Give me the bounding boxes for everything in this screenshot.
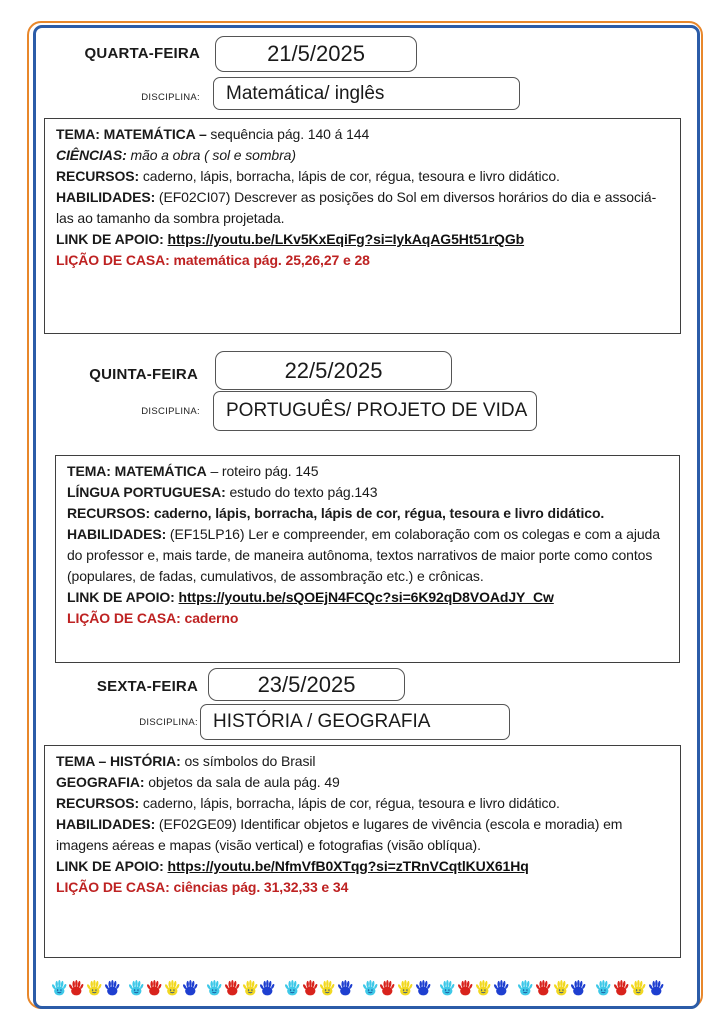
support-link[interactable]: https://youtu.be/NfmVfB0XTqg?si=zTRnVCqtlKUX61Hq xyxy=(167,858,529,874)
hand-icon xyxy=(224,973,241,1003)
ciencias-line: CIÊNCIAS: mão a obra ( sol e sombra) xyxy=(56,147,296,163)
hands-row xyxy=(50,969,672,1003)
hand-icon xyxy=(475,973,492,1003)
tema-line: TEMA: MATEMÁTICA – sequência pág. 140 á 144 xyxy=(56,126,370,142)
hand-icon xyxy=(570,973,587,1003)
licao-de-casa-line: LIÇÃO DE CASA: ciências pág. 31,32,33 e 34 xyxy=(56,879,349,895)
hand-icon xyxy=(68,973,85,1003)
hand-icon xyxy=(86,973,103,1003)
disciplina-value: Matemática/ inglês xyxy=(226,82,385,104)
habilidades-line: HABILIDADES: (EF02CI07) Descrever as posições do Sol em diversos horários do dia e associá-las ao tamanho da sombra projetada. xyxy=(56,189,657,226)
hand-icon xyxy=(439,973,456,1003)
disciplina-value: PORTUGUÊS/ PROJETO DE VIDA xyxy=(226,400,528,421)
disciplina-box-quarta[interactable] xyxy=(213,77,520,110)
recursos-line: RECURSOS: caderno, lápis, borracha, lápis de cor, régua, tesoura e livro didático. xyxy=(56,168,560,184)
hand-icon xyxy=(648,973,665,1003)
hand-icon xyxy=(613,973,630,1003)
day-label-quarta: QUARTA-FEIRA xyxy=(84,45,200,62)
hand-icon xyxy=(206,973,223,1003)
hand-icon xyxy=(128,973,145,1003)
hand-icon xyxy=(397,973,414,1003)
date-box-sexta[interactable] xyxy=(208,668,405,701)
hand-icon xyxy=(517,973,534,1003)
licao-de-casa-line: LIÇÃO DE CASA: matemática pág. 25,26,27 e 28 xyxy=(56,252,370,268)
habilidades-line: HABILIDADES: (EF15LP16) Ler e compreender, em colaboração com os colegas e com a ajuda do professor e, mais tarde, de maneira autônoma, textos narrativos de maior porte como contos (populares, de fadas, cumulativos, de assombração etc.) e crônicas. xyxy=(67,526,660,584)
hand-icon xyxy=(284,973,301,1003)
hand-icon xyxy=(302,973,319,1003)
date-value: 21/5/2025 xyxy=(267,41,365,66)
hand-icon xyxy=(51,973,68,1003)
tema-line: TEMA: MATEMÁTICA – roteiro pág. 145 xyxy=(67,463,319,479)
hand-icon xyxy=(259,973,276,1003)
hand-icon xyxy=(104,973,121,1003)
hand-icon xyxy=(319,973,336,1003)
lingua-portuguesa-line: LÍNGUA PORTUGUESA: estudo do texto pág.143 xyxy=(67,484,378,500)
habilidades-line: HABILIDADES: (EF02GE09) Identificar objetos e lugares de vivência (escola e moradia) em imagens aéreas e mapas (visão vertical) e fotografias (visão oblíqua). xyxy=(56,816,623,853)
hand-icon xyxy=(182,973,199,1003)
hand-icon xyxy=(535,973,552,1003)
support-link[interactable]: https://youtu.be/sQOEjN4FCQc?si=6K92qD8VOAdJY_Cw xyxy=(178,589,554,605)
hand-icon xyxy=(337,973,354,1003)
hand-icon xyxy=(553,973,570,1003)
link-apoio-line: LINK DE APOIO: https://youtu.be/sQOEjN4FCQc?si=6K92qD8VOAdJY_Cw xyxy=(67,589,554,605)
recursos-line: RECURSOS: caderno, lápis, borracha, lápis de cor, régua, tesoura e livro didático. xyxy=(56,795,560,811)
disciplina-label: DISCIPLINA: xyxy=(141,92,200,103)
hand-icon xyxy=(457,973,474,1003)
recursos-line: RECURSOS: caderno, lápis, borracha, lápis de cor, régua, tesoura e livro didático. xyxy=(67,505,605,521)
hand-icon xyxy=(379,973,396,1003)
content-box-quarta xyxy=(44,118,681,334)
hand-icon xyxy=(493,973,510,1003)
hand-icon xyxy=(630,973,647,1003)
day-label-sexta: SEXTA-FEIRA xyxy=(96,678,198,695)
content-box-sexta xyxy=(44,745,681,958)
link-apoio-line: LINK DE APOIO: https://youtu.be/LKv5KxEqiFg?si=IykAqAG5Ht51rQGb xyxy=(56,231,525,247)
date-box-quarta[interactable] xyxy=(215,36,417,72)
disciplina-value: HISTÓRIA / GEOGRAFIA xyxy=(213,711,431,732)
support-link[interactable]: https://youtu.be/LKv5KxEqiFg?si=IykAqAG5Ht51rQGb xyxy=(167,231,525,247)
disciplina-label: DISCIPLINA: xyxy=(141,406,200,417)
hand-icon xyxy=(242,973,259,1003)
hand-icon xyxy=(362,973,379,1003)
disciplina-box-sexta[interactable] xyxy=(200,704,510,740)
hand-icon xyxy=(146,973,163,1003)
hand-icon xyxy=(595,973,612,1003)
date-box-quinta[interactable] xyxy=(215,351,452,390)
disciplina-box-quinta[interactable] xyxy=(213,391,537,431)
date-value: 23/5/2025 xyxy=(257,671,356,697)
geografia-line: GEOGRAFIA: objetos da sala de aula pág. 49 xyxy=(56,774,340,790)
licao-de-casa-line: LIÇÃO DE CASA: caderno xyxy=(67,610,239,626)
date-value: 22/5/2025 xyxy=(284,357,383,383)
hand-icon xyxy=(415,973,432,1003)
link-apoio-line: LINK DE APOIO: https://youtu.be/NfmVfB0XTqg?si=zTRnVCqtlKUX61Hq xyxy=(56,858,529,874)
content-box-quinta xyxy=(55,455,680,663)
tema-line: TEMA – HISTÓRIA: os símbolos do Brasil xyxy=(56,753,316,769)
hand-icon xyxy=(164,973,181,1003)
disciplina-label: DISCIPLINA: xyxy=(139,717,198,728)
day-label-quinta: QUINTA-FEIRA xyxy=(89,366,198,383)
